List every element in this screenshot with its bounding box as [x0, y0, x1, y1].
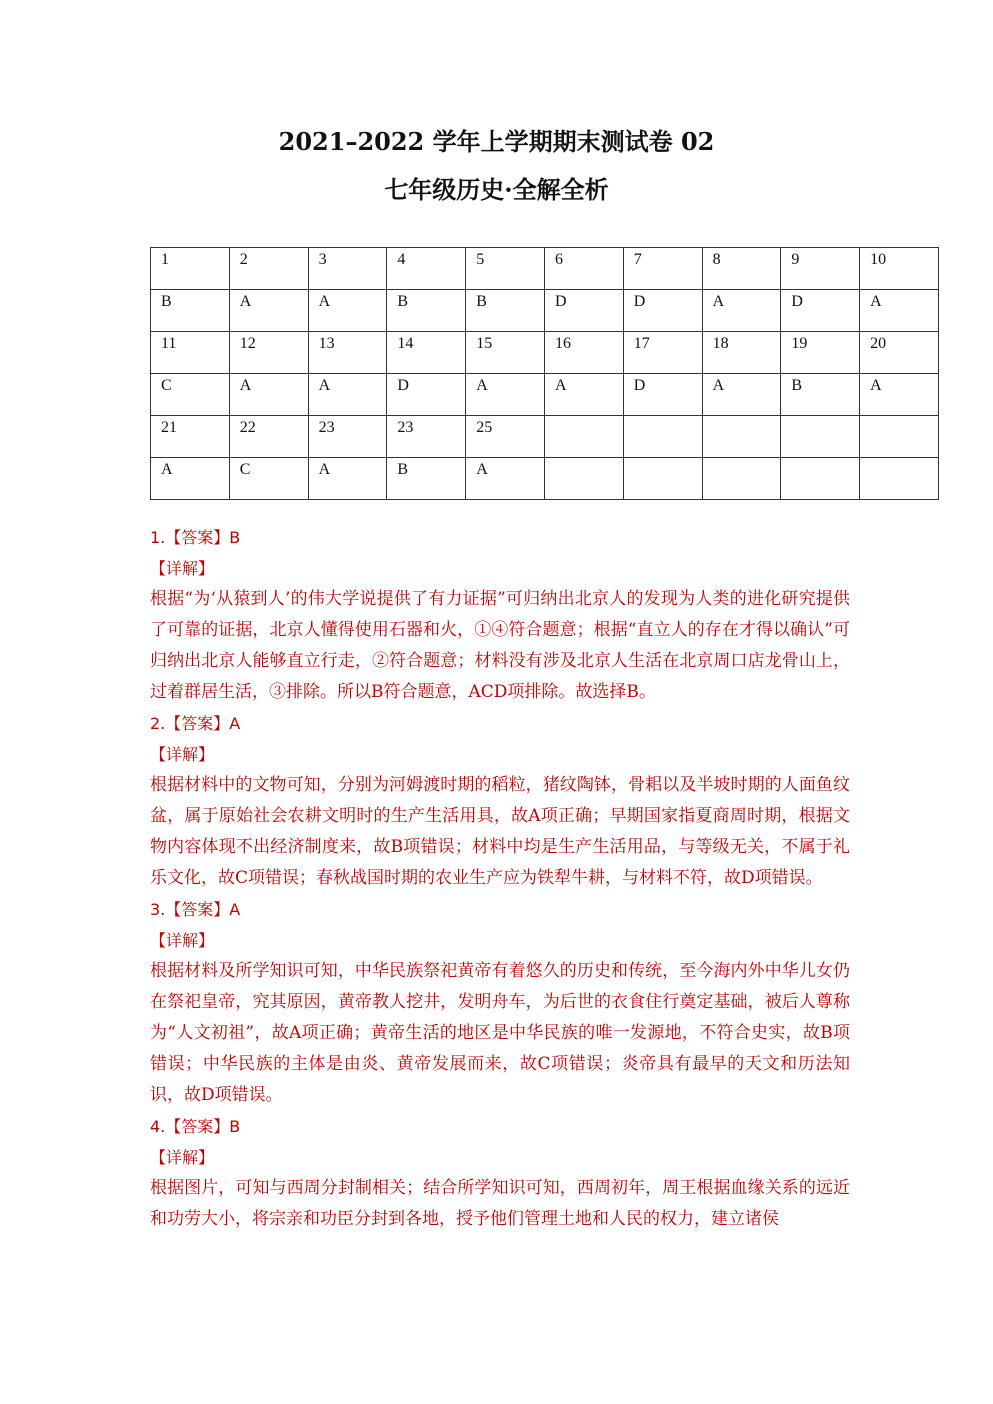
question-number-cell — [860, 416, 939, 458]
answer-cell — [544, 458, 623, 500]
question-answer: 3.【答案】A — [150, 900, 241, 919]
question-number-cell — [702, 416, 781, 458]
question-answer: 2.【答案】A — [150, 714, 241, 733]
question-2 — [150, 708, 850, 894]
question-number-cell: 21 — [151, 416, 230, 458]
question-number-cell — [781, 416, 860, 458]
answer-cell: D — [623, 290, 702, 332]
question-number-cell: 5 — [466, 248, 545, 290]
question-number-cell: 3 — [308, 248, 387, 290]
question-number-cell: 25 — [466, 416, 545, 458]
answer-cell: B — [466, 290, 545, 332]
question-number-cell: 12 — [229, 332, 308, 374]
answer-cell: D — [387, 374, 466, 416]
answer-cell: D — [623, 374, 702, 416]
question-number-cell: 6 — [544, 248, 623, 290]
question-number-cell: 23 — [308, 416, 387, 458]
question-number-cell: 14 — [387, 332, 466, 374]
question-number-cell: 7 — [623, 248, 702, 290]
answer-cell: A — [702, 290, 781, 332]
answer-cell: C — [229, 458, 308, 500]
answer-cell: A — [860, 290, 939, 332]
question-answer: 4.【答案】B — [150, 1117, 241, 1136]
answer-row — [151, 458, 939, 500]
question-4 — [150, 1111, 850, 1235]
answer-cell: A — [308, 374, 387, 416]
question-number-cell: 19 — [781, 332, 860, 374]
answer-cell: B — [387, 458, 466, 500]
answer-cell — [781, 458, 860, 500]
question-number-cell: 9 — [781, 248, 860, 290]
answer-cell: A — [308, 290, 387, 332]
answer-cell: A — [702, 374, 781, 416]
detail-label: 【详解】 — [150, 1148, 215, 1167]
answer-row — [151, 290, 939, 332]
answer-cell: A — [229, 290, 308, 332]
question-number-cell: 22 — [229, 416, 308, 458]
question-number-cell: 8 — [702, 248, 781, 290]
question-number-row — [151, 416, 939, 458]
answer-cell: A — [544, 374, 623, 416]
detail-label: 【详解】 — [150, 931, 215, 950]
question-number-cell: 23 — [387, 416, 466, 458]
answer-cell — [860, 458, 939, 500]
document-subtitle: 七年级历史·全解全析 — [384, 175, 609, 204]
answer-row — [151, 374, 939, 416]
question-number-cell — [623, 416, 702, 458]
detail-label: 【详解】 — [150, 745, 215, 764]
answer-cell: A — [151, 458, 230, 500]
question-number-cell: 10 — [860, 248, 939, 290]
answer-cell: A — [466, 374, 545, 416]
answer-cell: B — [151, 290, 230, 332]
answer-cell: D — [544, 290, 623, 332]
solutions-section — [150, 522, 850, 1235]
answer-cell: A — [466, 458, 545, 500]
question-number-row — [151, 332, 939, 374]
question-number-cell: 18 — [702, 332, 781, 374]
detail-label: 【详解】 — [150, 559, 215, 578]
answer-cell: D — [781, 290, 860, 332]
answer-table — [150, 247, 939, 500]
question-number-cell: 20 — [860, 332, 939, 374]
question-explanation: 根据“为‘从猿到人’的伟大学说提供了有力证据”可归纳出北京人的发现为人类的进化研究提供了可靠的证据，北京人懂得使用石器和火，①④符合题意；根据“直立人的存在才得以确认”可归纳出北京人能够直立行走，②符合题意；材料没有涉及北京人生活在北京周口店龙骨山上，过着群居生活，③排除。所以B符合题意，ACD项排除。故选择B。 — [150, 589, 850, 702]
question-number-cell: 13 — [308, 332, 387, 374]
question-number-cell: 2 — [229, 248, 308, 290]
answer-cell — [702, 458, 781, 500]
question-number-cell: 4 — [387, 248, 466, 290]
question-answer: 1.【答案】B — [150, 528, 241, 547]
answer-cell: B — [387, 290, 466, 332]
answer-cell: B — [781, 374, 860, 416]
question-number-cell: 17 — [623, 332, 702, 374]
document-title: 2021–2022 学年上学期期末测试卷 02 — [278, 127, 715, 156]
question-number-cell: 15 — [466, 332, 545, 374]
answer-cell — [623, 458, 702, 500]
question-3 — [150, 894, 850, 1111]
question-1 — [150, 522, 850, 708]
question-number-cell: 16 — [544, 332, 623, 374]
question-number-cell: 1 — [151, 248, 230, 290]
answer-cell: A — [860, 374, 939, 416]
answer-cell: C — [151, 374, 230, 416]
question-number-cell — [544, 416, 623, 458]
question-number-cell: 11 — [151, 332, 230, 374]
question-explanation: 根据材料中的文物可知，分别为河姆渡时期的稻粒，猪纹陶钵，骨耜以及半坡时期的人面鱼纹盆，属于原始社会农耕文明时的生产生活用具，故A项正确；早期国家指夏商周时期，根据文物内容体现不出经济制度来，故B项错误；材料中均是生产生活用品，与等级无关，不属于礼乐文化，故C项错误；春秋战国时期的农业生产应为铁犁牛耕，与材料不符，故D项错误。 — [150, 775, 850, 888]
answer-cell: A — [229, 374, 308, 416]
question-explanation: 根据材料及所学知识可知，中华民族祭祀黄帝有着悠久的历史和传统，至今海内外中华儿女仍在祭祀皇帝，究其原因，黄帝教人挖井，发明舟车，为后世的衣食住行奠定基础，被后人尊称为“人文初祖”，故A项正确；黄帝生活的地区是中华民族的唯一发源地，不符合史实，故B项错误；中华民族的主体是由炎、黄帝发展而来，故C项错误；炎帝具有最早的天文和历法知识，故D项错误。 — [150, 961, 850, 1105]
question-number-row — [151, 248, 939, 290]
answer-cell: A — [308, 458, 387, 500]
question-explanation: 根据图片，可知与西周分封制相关；结合所学知识可知，西周初年，周王根据血缘关系的远近和功劳大小，将宗亲和功臣分封到各地，授予他们管理土地和人民的权力，建立诸侯 — [150, 1178, 850, 1229]
